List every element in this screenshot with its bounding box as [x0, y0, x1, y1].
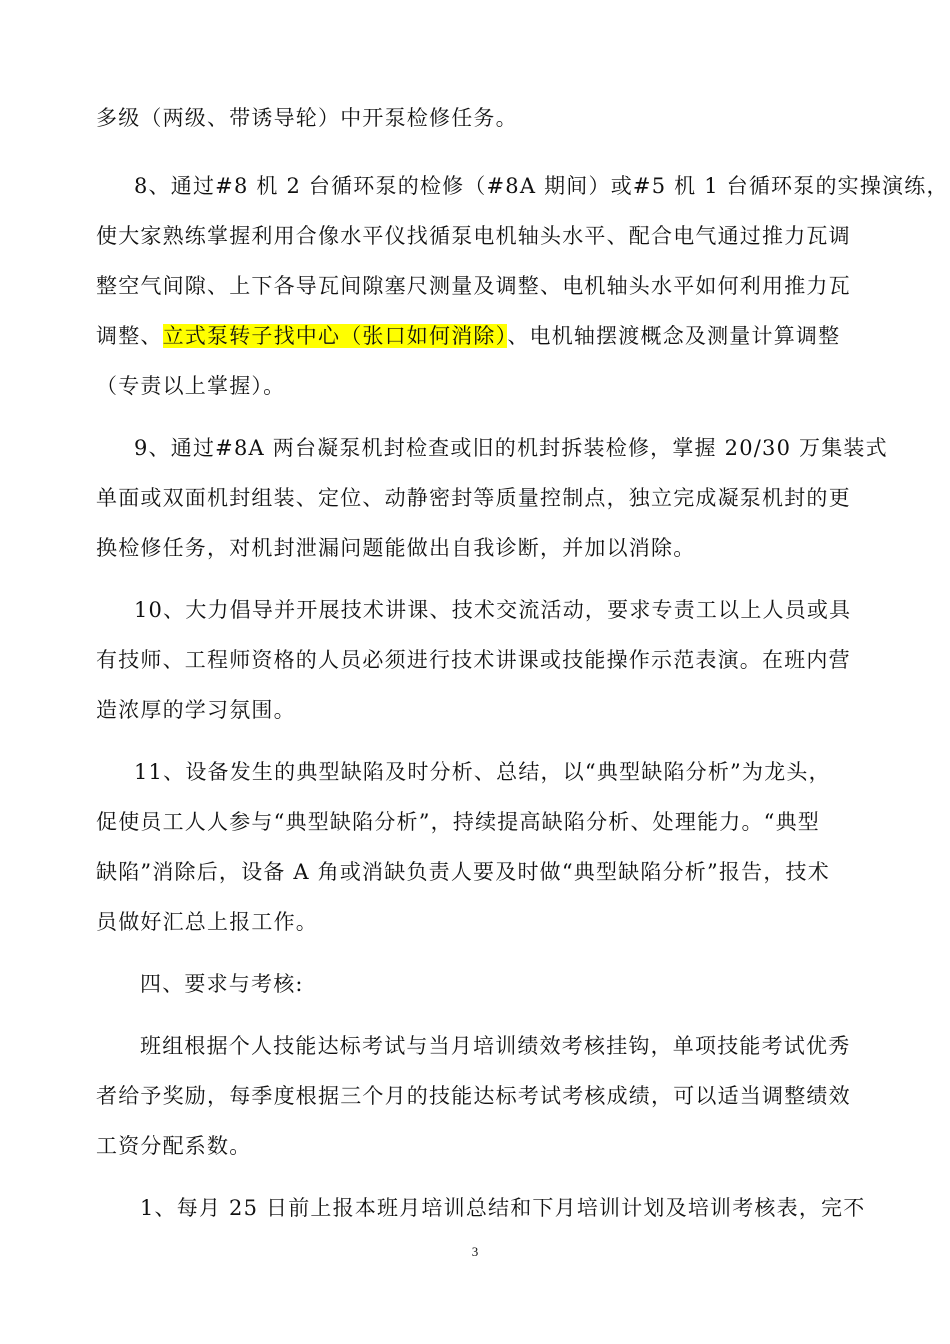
- text-line: 多级（两级、带诱导轮）中开泵检修任务。: [96, 106, 518, 130]
- text-line: 班组根据个人技能达标考试与当月培训绩效考核挂钩，单项技能考试优秀: [140, 1034, 851, 1058]
- text-line: 使大家熟练掌握利用合像水平仪找循泵电机轴头水平、配合电气通过推力瓦调: [96, 224, 851, 248]
- highlighted-text: 立式泵转子找中心（张口如何消除）: [162, 324, 508, 348]
- text-line: 员做好汇总上报工作。: [96, 910, 318, 934]
- text-line: 工资分配系数。: [96, 1134, 252, 1158]
- text-line: 1、每月 25 日前上报本班月培训总结和下月培训计划及培训考核表，完不: [140, 1196, 866, 1220]
- text-line: [96, 322, 840, 350]
- text-segment: 、电机轴摆渡概念及测量计算调整: [507, 324, 841, 348]
- text-line: 8、通过#8 机 2 台循环泵的检修（#8A 期间）或#5 机 1 台循环泵的实操演练，: [134, 174, 949, 198]
- text-line: 缺陷”消除后，设备 A 角或消缺负责人要及时做“典型缺陷分析”报告，技术: [96, 860, 830, 884]
- text-line: 换检修任务，对机封泄漏问题能做出自我诊断，并加以消除。: [96, 536, 696, 560]
- text-segment: 调整、: [96, 324, 163, 348]
- text-line: 者给予奖励，每季度根据三个月的技能达标考试考核成绩，可以适当调整绩效: [96, 1084, 851, 1108]
- text-line: （专责以上掌握）。: [96, 374, 286, 398]
- text-line: 单面或双面机封组装、定位、动静密封等质量控制点，独立完成凝泵机封的更: [96, 486, 851, 510]
- text-line: 有技师、工程师资格的人员必须进行技术讲课或技能操作示范表演。在班内营: [96, 648, 851, 672]
- text-line: 10、大力倡导并开展技术讲课、技术交流活动，要求专责工以上人员或具: [134, 598, 852, 622]
- text-line: 9、通过#8A 两台凝泵机封检查或旧的机封拆装检修，掌握 20/30 万集装式: [134, 436, 888, 460]
- text-line: 整空气间隙、上下各导瓦间隙塞尺测量及调整、电机轴头水平如何利用推力瓦: [96, 274, 851, 298]
- section-heading: 四、要求与考核:: [140, 972, 304, 996]
- text-line: 促使员工人人参与“典型缺陷分析”，持续提高缺陷分析、处理能力。“典型: [96, 810, 821, 834]
- page-number: 3: [471, 1244, 479, 1259]
- text-line: 造浓厚的学习氛围。: [96, 698, 296, 722]
- text-line: 11、设备发生的典型缺陷及时分析、总结，以“典型缺陷分析”为龙头，: [134, 760, 831, 784]
